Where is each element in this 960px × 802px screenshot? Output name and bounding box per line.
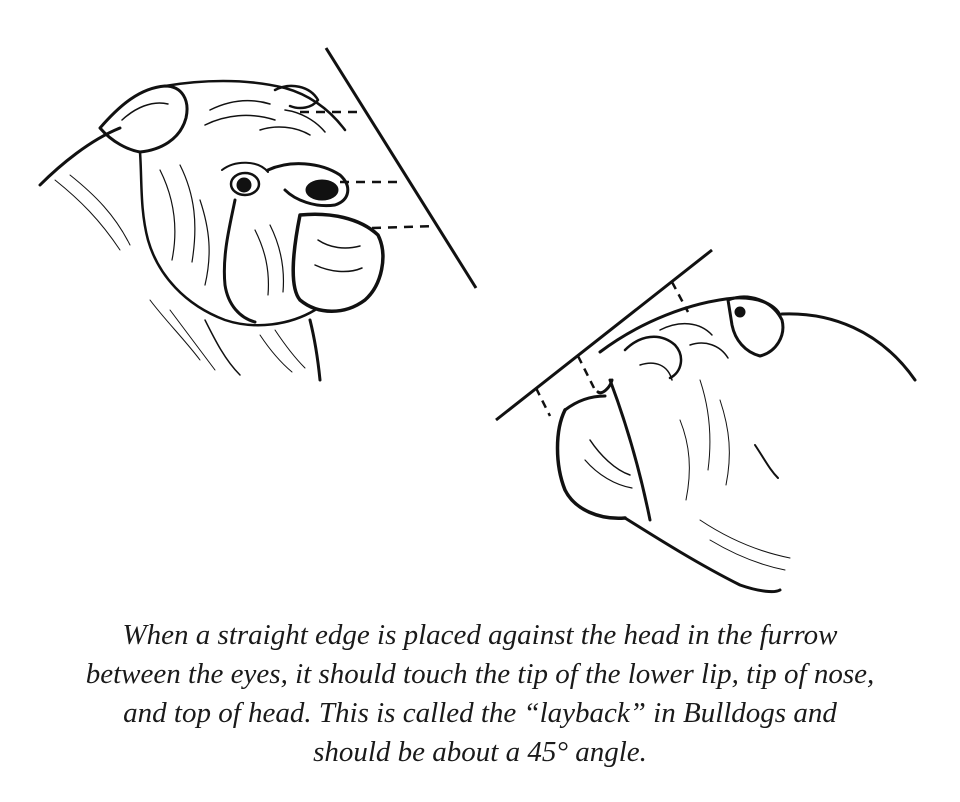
straight-edge-side [496,250,712,420]
caption-line: should be about a 45° angle. [313,736,647,768]
caption [20,616,940,772]
caption-line: and top of head. This is called the “layback” in Bulldogs and [123,697,837,729]
caption-line: When a straight edge is placed against the head in the furrow [122,619,838,651]
bulldog-head-side-view [558,297,916,592]
caption-line: between the eyes, it should touch the tip of the lower lip, tip of nose, [85,658,875,690]
bulldog-head-front-view [40,81,383,380]
